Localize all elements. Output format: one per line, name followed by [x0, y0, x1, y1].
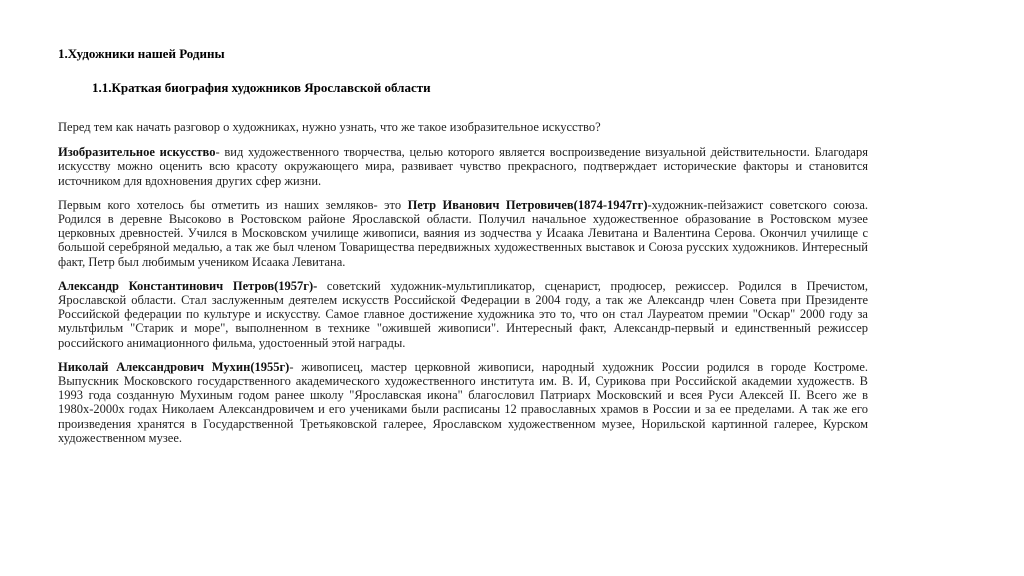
artist-paragraph-mukhin [58, 360, 868, 445]
heading-2: 1.1.Краткая биография художников Ярославской области [92, 80, 431, 95]
definition-paragraph [58, 145, 868, 188]
artist-intro-text: Первым кого хотелось бы отметить из наших земляков- это [58, 197, 408, 212]
document-body [58, 120, 868, 455]
artist-name: Петр Иванович Петровичев(1874-1947гг) [407, 197, 648, 212]
artist-bio: советский художник-мультипликатор, сценарист, продюсер, режиссер. Родился в Пречистом, Ярославской области. Стал заслуженным деятелем искусств Российской Федерации в 2004 году, а так же Александр член Совета при Президенте Российской федерации по культуре и искусству. Самое главное достижение художника это то, что он стал Лауреатом премии "Оскар" 2000 году за мультфильм "Старик и море", выполненном в технике "ожившей живописи". Интересный факт, Александр-первый и единственный режиссер российского анимационного фильма, удостоенный этой награды. [58, 278, 868, 350]
heading-1: 1.Художники нашей Родины [58, 46, 225, 61]
intro-paragraph: Перед тем как начать разговор о художниках, нужно узнать, что же такое изобразительное искусство? [58, 120, 601, 134]
definition-text: - вид художественного творчества, целью которого является воспроизведение визуальной действительности. Благодаря искусству можно оценить всю красоту окружающего мира, развивает чувство прекрасного, подтверждает исторические факторы и становится источником для вдохновения других сфер жизни. [58, 145, 868, 188]
artist-paragraph-petrovichev [58, 198, 868, 269]
artist-name: Николай Александрович Мухин(1955г) [58, 359, 290, 374]
artist-paragraph-petrov [58, 279, 868, 350]
artist-bio: -художник-пейзажист советского союза. Родился в деревне Высоково в Ростовском районе Ярославской области. Получил начальное художественное образование в Ростовском музее церковных древностей. Учился в Московском училище живописи, ваяния из зодчества у Исаака Левитана и Валентина Серова. Окончил училище с большой серебряной медалью, а так же был членом Товарищества передвижных художественных выставок и Союза русских художников. Интересный факт, Петр был любимым учеником Исаака Левитана. [58, 197, 868, 269]
artist-name: Александр Константинович Петров(1957г)- [58, 278, 318, 293]
artist-bio: - живописец, мастер церковной живописи, народный художник России родился в городе Костроме. Выпускник Московского государственного академического художественного института им. В. И, Сурикова при Российской академии художеств. В 1993 года созданную Мухиным годом ранее школу "Ярославская икона" благословил Патриарх Московский и всея Руси Алексей II. Всего же в 1980х-2000х годах Николаем Александровичем и его учениками были расписаны 12 православных храмов в России и за ее пределами. А так же его произведения хранятся в Государственной Третьяковской галерее, Ярославском художественном музее, Норильской картинной галерее, Курском художественном музее. [58, 359, 868, 445]
definition-term: Изобразительное искусство [58, 145, 216, 160]
